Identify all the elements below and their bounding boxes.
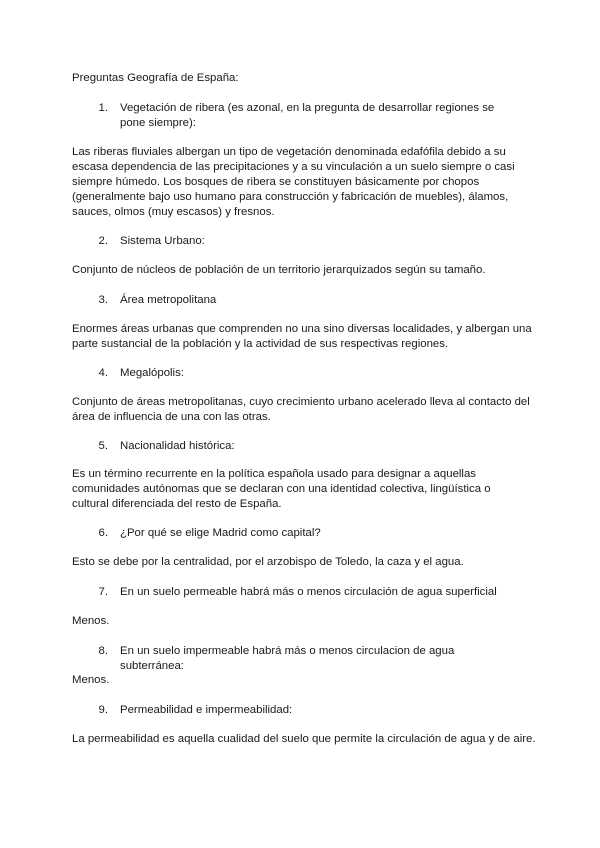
question-number: 4. xyxy=(98,367,108,379)
question-item xyxy=(90,234,520,249)
answer-text: La permeabilidad es aquella cualidad del suelo que permite la circulación de agua y de aire. xyxy=(72,733,536,745)
question-item xyxy=(90,526,520,541)
question-number: 7. xyxy=(98,586,108,598)
answer-text: Menos. xyxy=(72,615,110,627)
answer-text: Menos. xyxy=(72,674,110,686)
answer-text: Las riberas fluviales albergan un tipo de vegetación denominada edafófila debido a su escasa dependencia de las precipitaciones y a su vinculación a un suelo siempre o casi siempre húmedo. Los bosques de ribera se constituyen básicamente por chopos (generalmente bajo uso humano para construcción y fabricación de muebles), álamos, sauces, olmos (muy escasos) y fresnos. xyxy=(72,146,518,218)
question-text: Permeabilidad e impermeabilidad: xyxy=(120,704,293,716)
question-item xyxy=(90,703,520,718)
question-number: 5. xyxy=(98,440,108,452)
question-text: Sistema Urbano: xyxy=(120,235,205,247)
question-item xyxy=(90,366,520,381)
answer-text: Esto se debe por la centralidad, por el arzobispo de Toledo, la caza y el agua. xyxy=(72,556,464,568)
answer-text: Conjunto de áreas metropolitanas, cuyo crecimiento urbano acelerado lleva al contacto del área de influencia de una con las otras. xyxy=(72,396,533,423)
question-text: En un suelo impermeable habrá más o menos circulacion de agua subterránea: xyxy=(120,645,455,672)
question-number: 2. xyxy=(98,235,108,247)
question-item xyxy=(90,585,520,600)
question-number: 1. xyxy=(98,102,108,114)
answer-text: Conjunto de núcleos de población de un territorio jerarquizados según su tamaño. xyxy=(72,264,486,276)
document-title: Preguntas Geografía de España: xyxy=(72,72,239,84)
question-text: ¿Por qué se elige Madrid como capital? xyxy=(120,527,321,539)
question-text: Nacionalidad histórica: xyxy=(120,440,235,452)
question-item xyxy=(90,439,520,454)
question-text: Área metropolitana xyxy=(120,294,217,306)
question-number: 6. xyxy=(98,527,108,539)
question-item xyxy=(90,644,520,674)
question-item xyxy=(90,293,520,308)
answer-text: Enormes áreas urbanas que comprenden no una sino diversas localidades, y albergan una parte sustancial de la población y la actividad de sus respectivas regiones. xyxy=(72,323,535,350)
answer-text: Es un término recurrente en la política española usado para designar a aquellas comunidades autónomas que se declaran con una identidad colectiva, lingüística o cultural diferenciada del resto de España. xyxy=(72,468,494,510)
question-number: 3. xyxy=(98,294,108,306)
question-text: En un suelo permeable habrá más o menos circulación de agua superficial xyxy=(120,586,497,598)
question-number: 9. xyxy=(98,704,108,716)
question-text: Megalópolis: xyxy=(120,367,184,379)
question-text: Vegetación de ribera (es azonal, en la pregunta de desarrollar regiones se pone siempre): xyxy=(120,102,495,129)
question-number: 8. xyxy=(98,645,108,657)
question-item xyxy=(90,101,520,131)
